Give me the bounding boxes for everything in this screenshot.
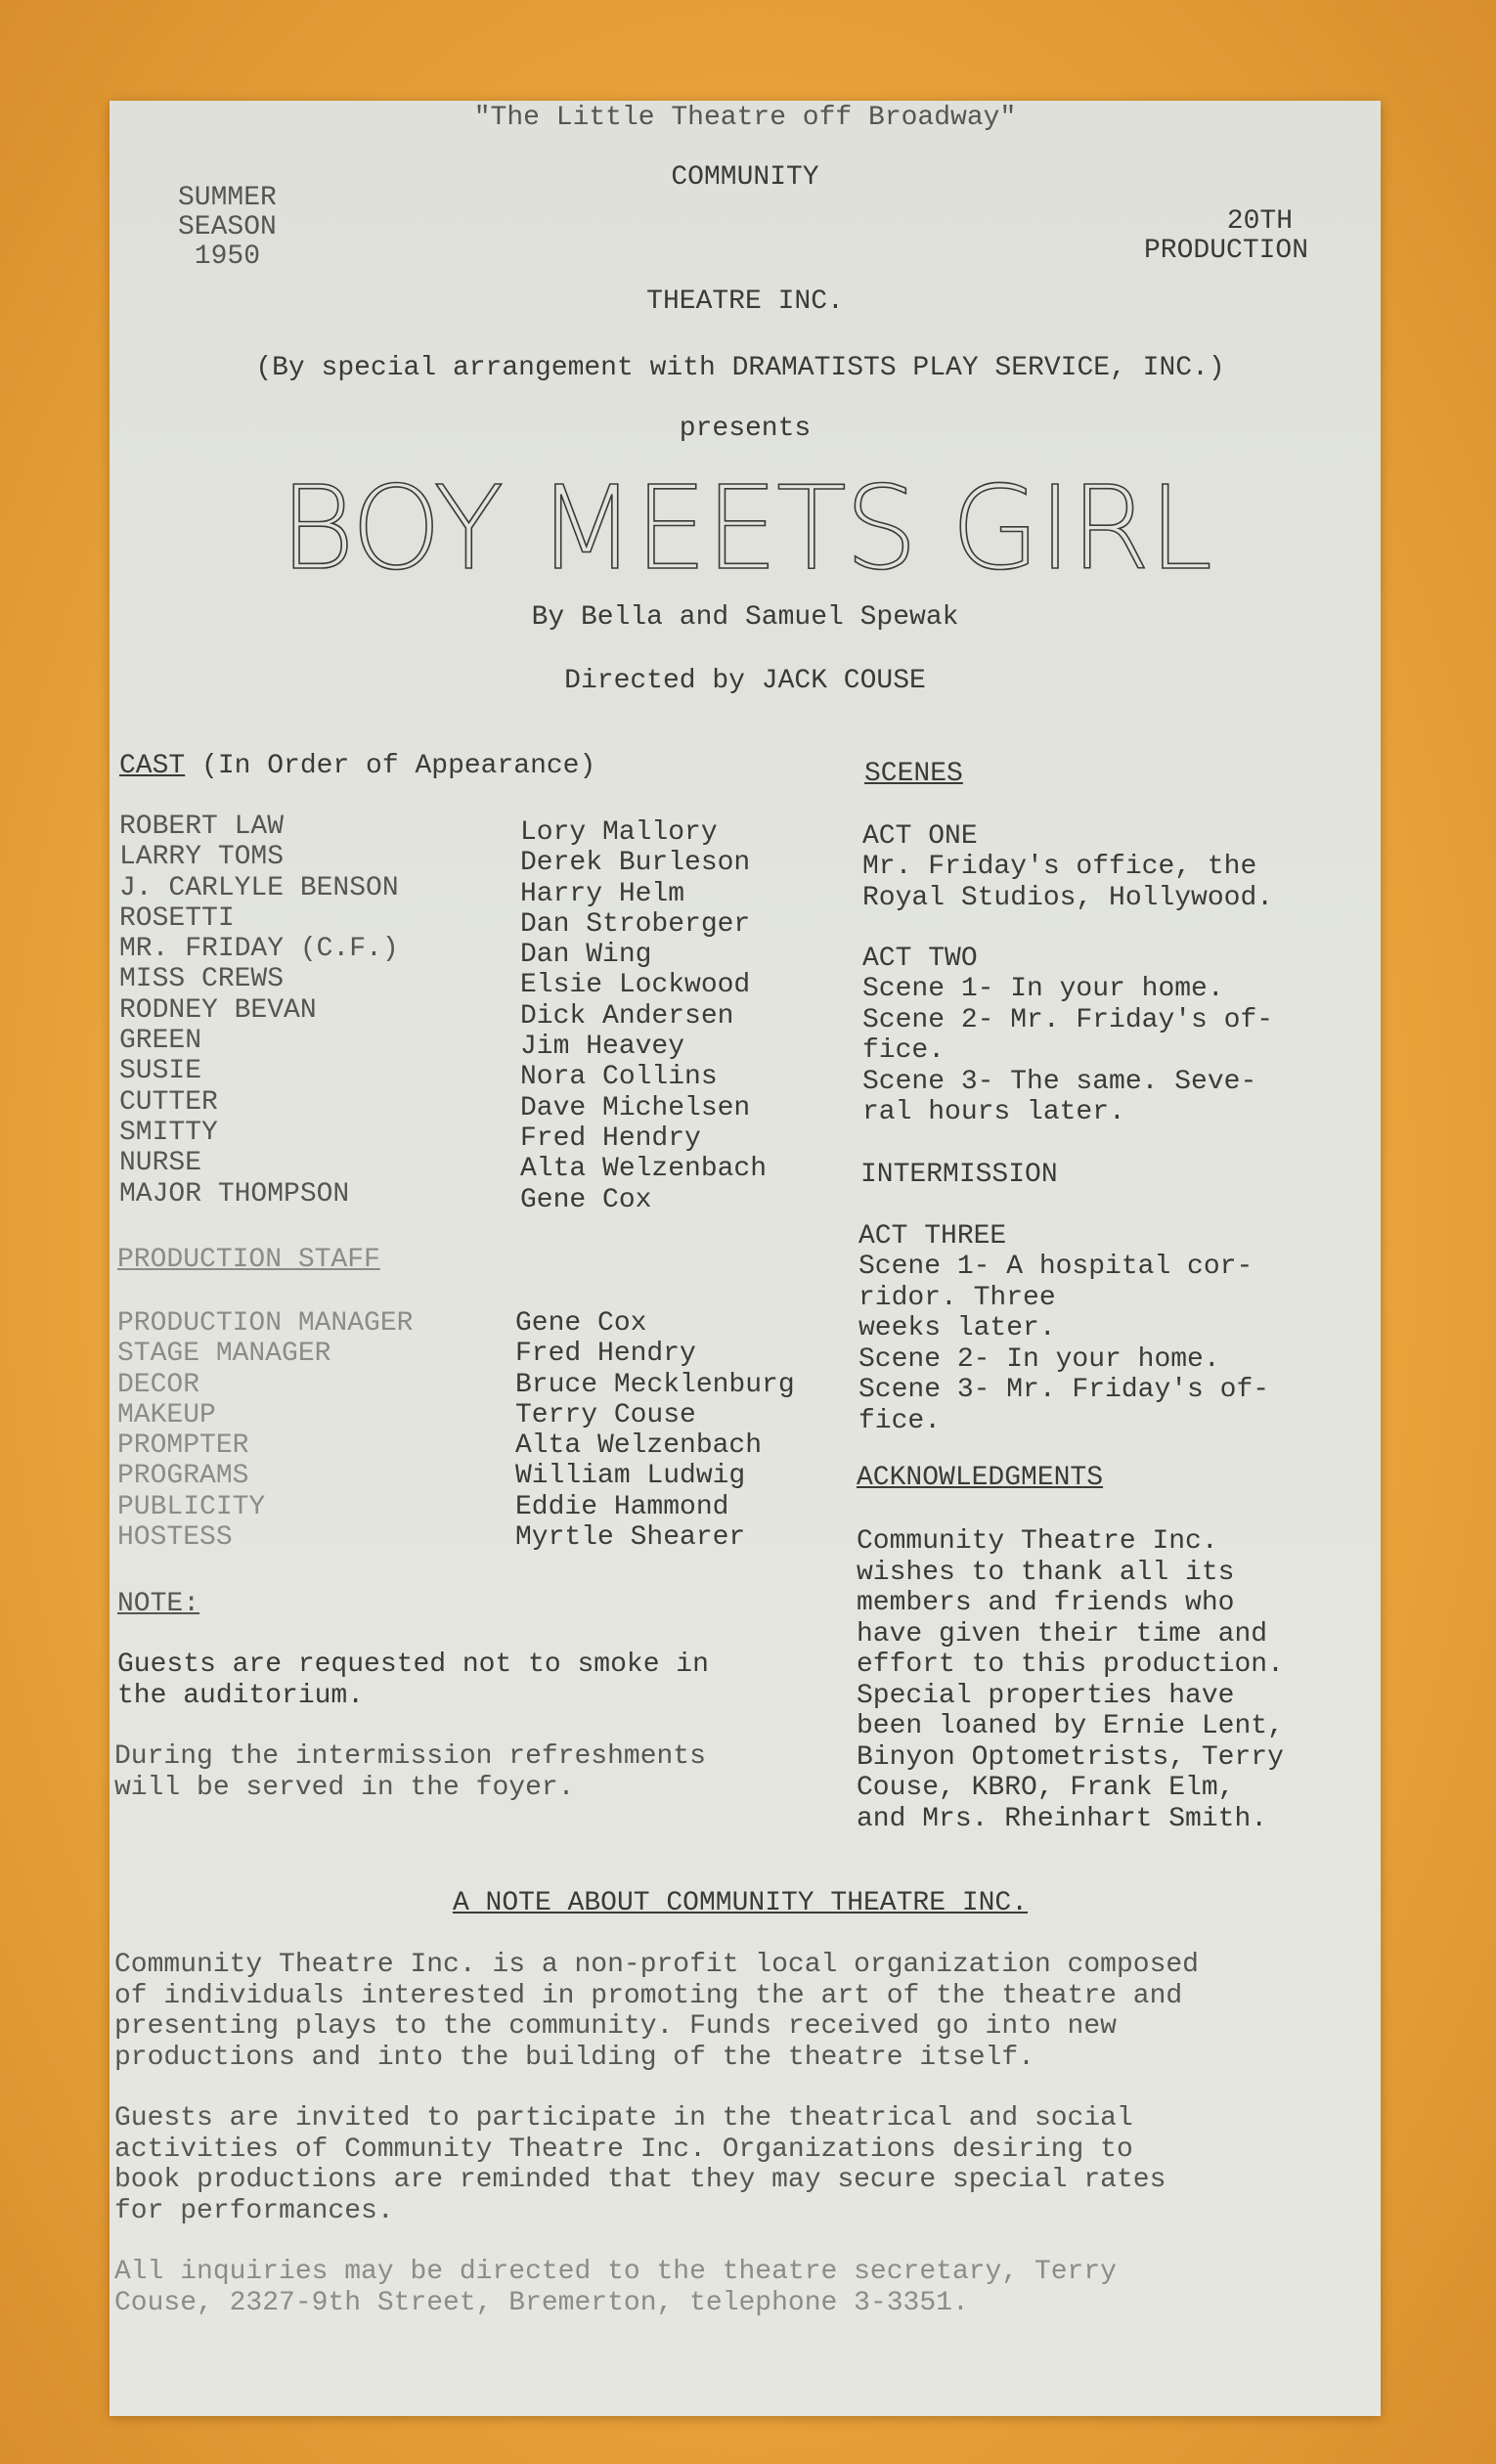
staff-role: PROMPTER bbox=[117, 1430, 249, 1462]
cast-role: ROBERT LAW bbox=[119, 812, 285, 842]
cast-actor: Alta Welzenbach bbox=[520, 1154, 768, 1185]
season-block bbox=[178, 183, 277, 271]
org-line-theatre-inc: THEATRE INC. bbox=[646, 286, 844, 317]
play-title: BOY MEETS GIRL bbox=[279, 461, 1211, 595]
staff-role: PROGRAMS bbox=[117, 1461, 249, 1492]
cast-heading bbox=[119, 751, 595, 781]
authors: By Bella and Samuel Spewak bbox=[531, 602, 959, 633]
cast-actor: Derek Burleson bbox=[520, 848, 751, 879]
cast-actor: Nora Collins bbox=[520, 1062, 718, 1093]
acknowledgments-text: Community Theatre Inc. wishes to thank all its members and friends who have given their time and effort to this production. Special properties have been loaned by Ernie Lent, Binyon Optometrists, Terry Couse, KBRO, Frank Elm, and Mrs. Rheinhart Smith. bbox=[857, 1526, 1284, 1834]
production-label: PRODUCTION bbox=[1144, 236, 1309, 266]
act-two-label: ACT TWO bbox=[862, 944, 978, 974]
cast-role: RODNEY BEVAN bbox=[119, 994, 317, 1026]
staff-name: Bruce Mecklenburg bbox=[515, 1369, 795, 1400]
staff-heading: PRODUCTION STAFF bbox=[117, 1245, 380, 1275]
staff-role: PRODUCTION MANAGER bbox=[117, 1308, 414, 1339]
cast-roles-column bbox=[119, 812, 399, 1210]
staff-name: Alta Welzenbach bbox=[515, 1430, 763, 1462]
about-paragraph-3: All inquiries may be directed to the theatre secretary, Terry Couse, 2327-9th Street, Bremerton, telephone 3-3351. bbox=[114, 2257, 1117, 2318]
staff-names-column bbox=[515, 1308, 795, 1553]
cast-actors-column bbox=[520, 817, 767, 1215]
cast-subheading: (In Order of Appearance) bbox=[185, 751, 596, 781]
staff-name: William Ludwig bbox=[515, 1461, 746, 1492]
staff-role: PUBLICITY bbox=[117, 1491, 266, 1522]
cast-role: MAJOR THOMPSON bbox=[119, 1178, 350, 1210]
program-sheet bbox=[110, 101, 1381, 2416]
cast-actor: Dan Stroberger bbox=[520, 908, 751, 940]
cast-actor: Gene Cox bbox=[520, 1184, 652, 1215]
cast-role: CUTTER bbox=[119, 1086, 218, 1118]
cast-actor: Dick Andersen bbox=[520, 1000, 734, 1032]
cast-role: LARRY TOMS bbox=[119, 842, 285, 873]
staff-name: Eddie Hammond bbox=[515, 1491, 729, 1522]
scenes-heading: SCENES bbox=[864, 759, 963, 789]
staff-name: Fred Hendry bbox=[515, 1339, 696, 1370]
note-refreshments: During the intermission refreshments will be served in the foyer. bbox=[114, 1741, 706, 1803]
cast-role: NURSE bbox=[119, 1148, 202, 1179]
cast-role: ROSETTI bbox=[119, 902, 235, 934]
staff-roles-column bbox=[117, 1308, 413, 1553]
tagline: "The Little Theatre off Broadway" bbox=[473, 103, 1017, 133]
cast-role: GREEN bbox=[119, 1026, 202, 1057]
staff-role: HOSTESS bbox=[117, 1522, 233, 1554]
cast-role: J. CARLYLE BENSON bbox=[119, 872, 399, 903]
staff-name: Gene Cox bbox=[515, 1308, 647, 1339]
org-line-community: COMMUNITY bbox=[671, 162, 819, 193]
about-paragraph-2: Guests are invited to participate in the theatrical and social activities of Community Theatre Inc. Organizations desiring to book productions are reminded that they may secure special rates for performances. bbox=[114, 2103, 1166, 2226]
special-arrangement: (By special arrangement with DRAMATISTS PLAY SERVICE, INC.) bbox=[255, 353, 1225, 383]
cast-role: SUSIE bbox=[119, 1056, 202, 1087]
staff-name: Terry Couse bbox=[515, 1399, 696, 1430]
intermission-label: INTERMISSION bbox=[860, 1160, 1058, 1190]
staff-name: Myrtle Shearer bbox=[515, 1522, 746, 1554]
note-heading: NOTE: bbox=[117, 1589, 200, 1619]
cast-heading-label: CAST bbox=[119, 751, 186, 781]
cast-role: MISS CREWS bbox=[119, 964, 285, 995]
cast-actor: Harry Helm bbox=[520, 878, 685, 909]
cast-actor: Jim Heavey bbox=[520, 1032, 685, 1063]
acknowledgments-heading: ACKNOWLEDGMENTS bbox=[857, 1463, 1104, 1493]
production-number-block bbox=[1144, 206, 1309, 266]
presents-label: presents bbox=[679, 414, 812, 444]
about-paragraph-1: Community Theatre Inc. is a non-profit local organization composed of individuals interested in promoting the art of the theatre and presenting plays to the community. Funds received go into new productions and into the building of the theatre itself. bbox=[114, 1950, 1199, 2073]
cast-actor: Fred Hendry bbox=[520, 1122, 701, 1154]
act-three-label: ACT THREE bbox=[858, 1221, 1007, 1252]
season-line-2: SEASON bbox=[178, 212, 277, 242]
production-number: 20TH bbox=[1226, 206, 1293, 237]
staff-role: STAGE MANAGER bbox=[117, 1339, 331, 1370]
note-no-smoking: Guests are requested not to smoke in the auditorium. bbox=[117, 1650, 709, 1711]
act-three-scenes: Scene 1- A hospital cor- ridor. Three weeks later. Scene 2- In your home. Scene 3- Mr. Friday's of- fice. bbox=[858, 1252, 1270, 1436]
cast-actor: Dan Wing bbox=[520, 940, 652, 971]
act-one-description: Mr. Friday's office, the Royal Studios, Hollywood. bbox=[862, 852, 1274, 913]
staff-role: MAKEUP bbox=[117, 1399, 216, 1430]
about-heading: A NOTE ABOUT COMMUNITY THEATRE INC. bbox=[452, 1888, 1029, 1918]
director: Directed by JACK COUSE bbox=[564, 666, 926, 696]
cast-role: MR. FRIDAY (C.F.) bbox=[119, 934, 399, 965]
cast-role: SMITTY bbox=[119, 1117, 218, 1148]
act-one-label: ACT ONE bbox=[862, 821, 978, 852]
staff-role: DECOR bbox=[117, 1369, 200, 1400]
act-two-scenes: Scene 1- In your home. Scene 2- Mr. Friday's of- fice. Scene 3- The same. Seve- ral hours later. bbox=[862, 974, 1274, 1127]
cast-actor: Lory Mallory bbox=[520, 817, 718, 848]
season-line-3: 1950 bbox=[194, 242, 261, 272]
cast-actor: Dave Michelsen bbox=[520, 1092, 751, 1123]
cast-actor: Elsie Lockwood bbox=[520, 970, 751, 1001]
season-line-1: SUMMER bbox=[178, 183, 277, 213]
